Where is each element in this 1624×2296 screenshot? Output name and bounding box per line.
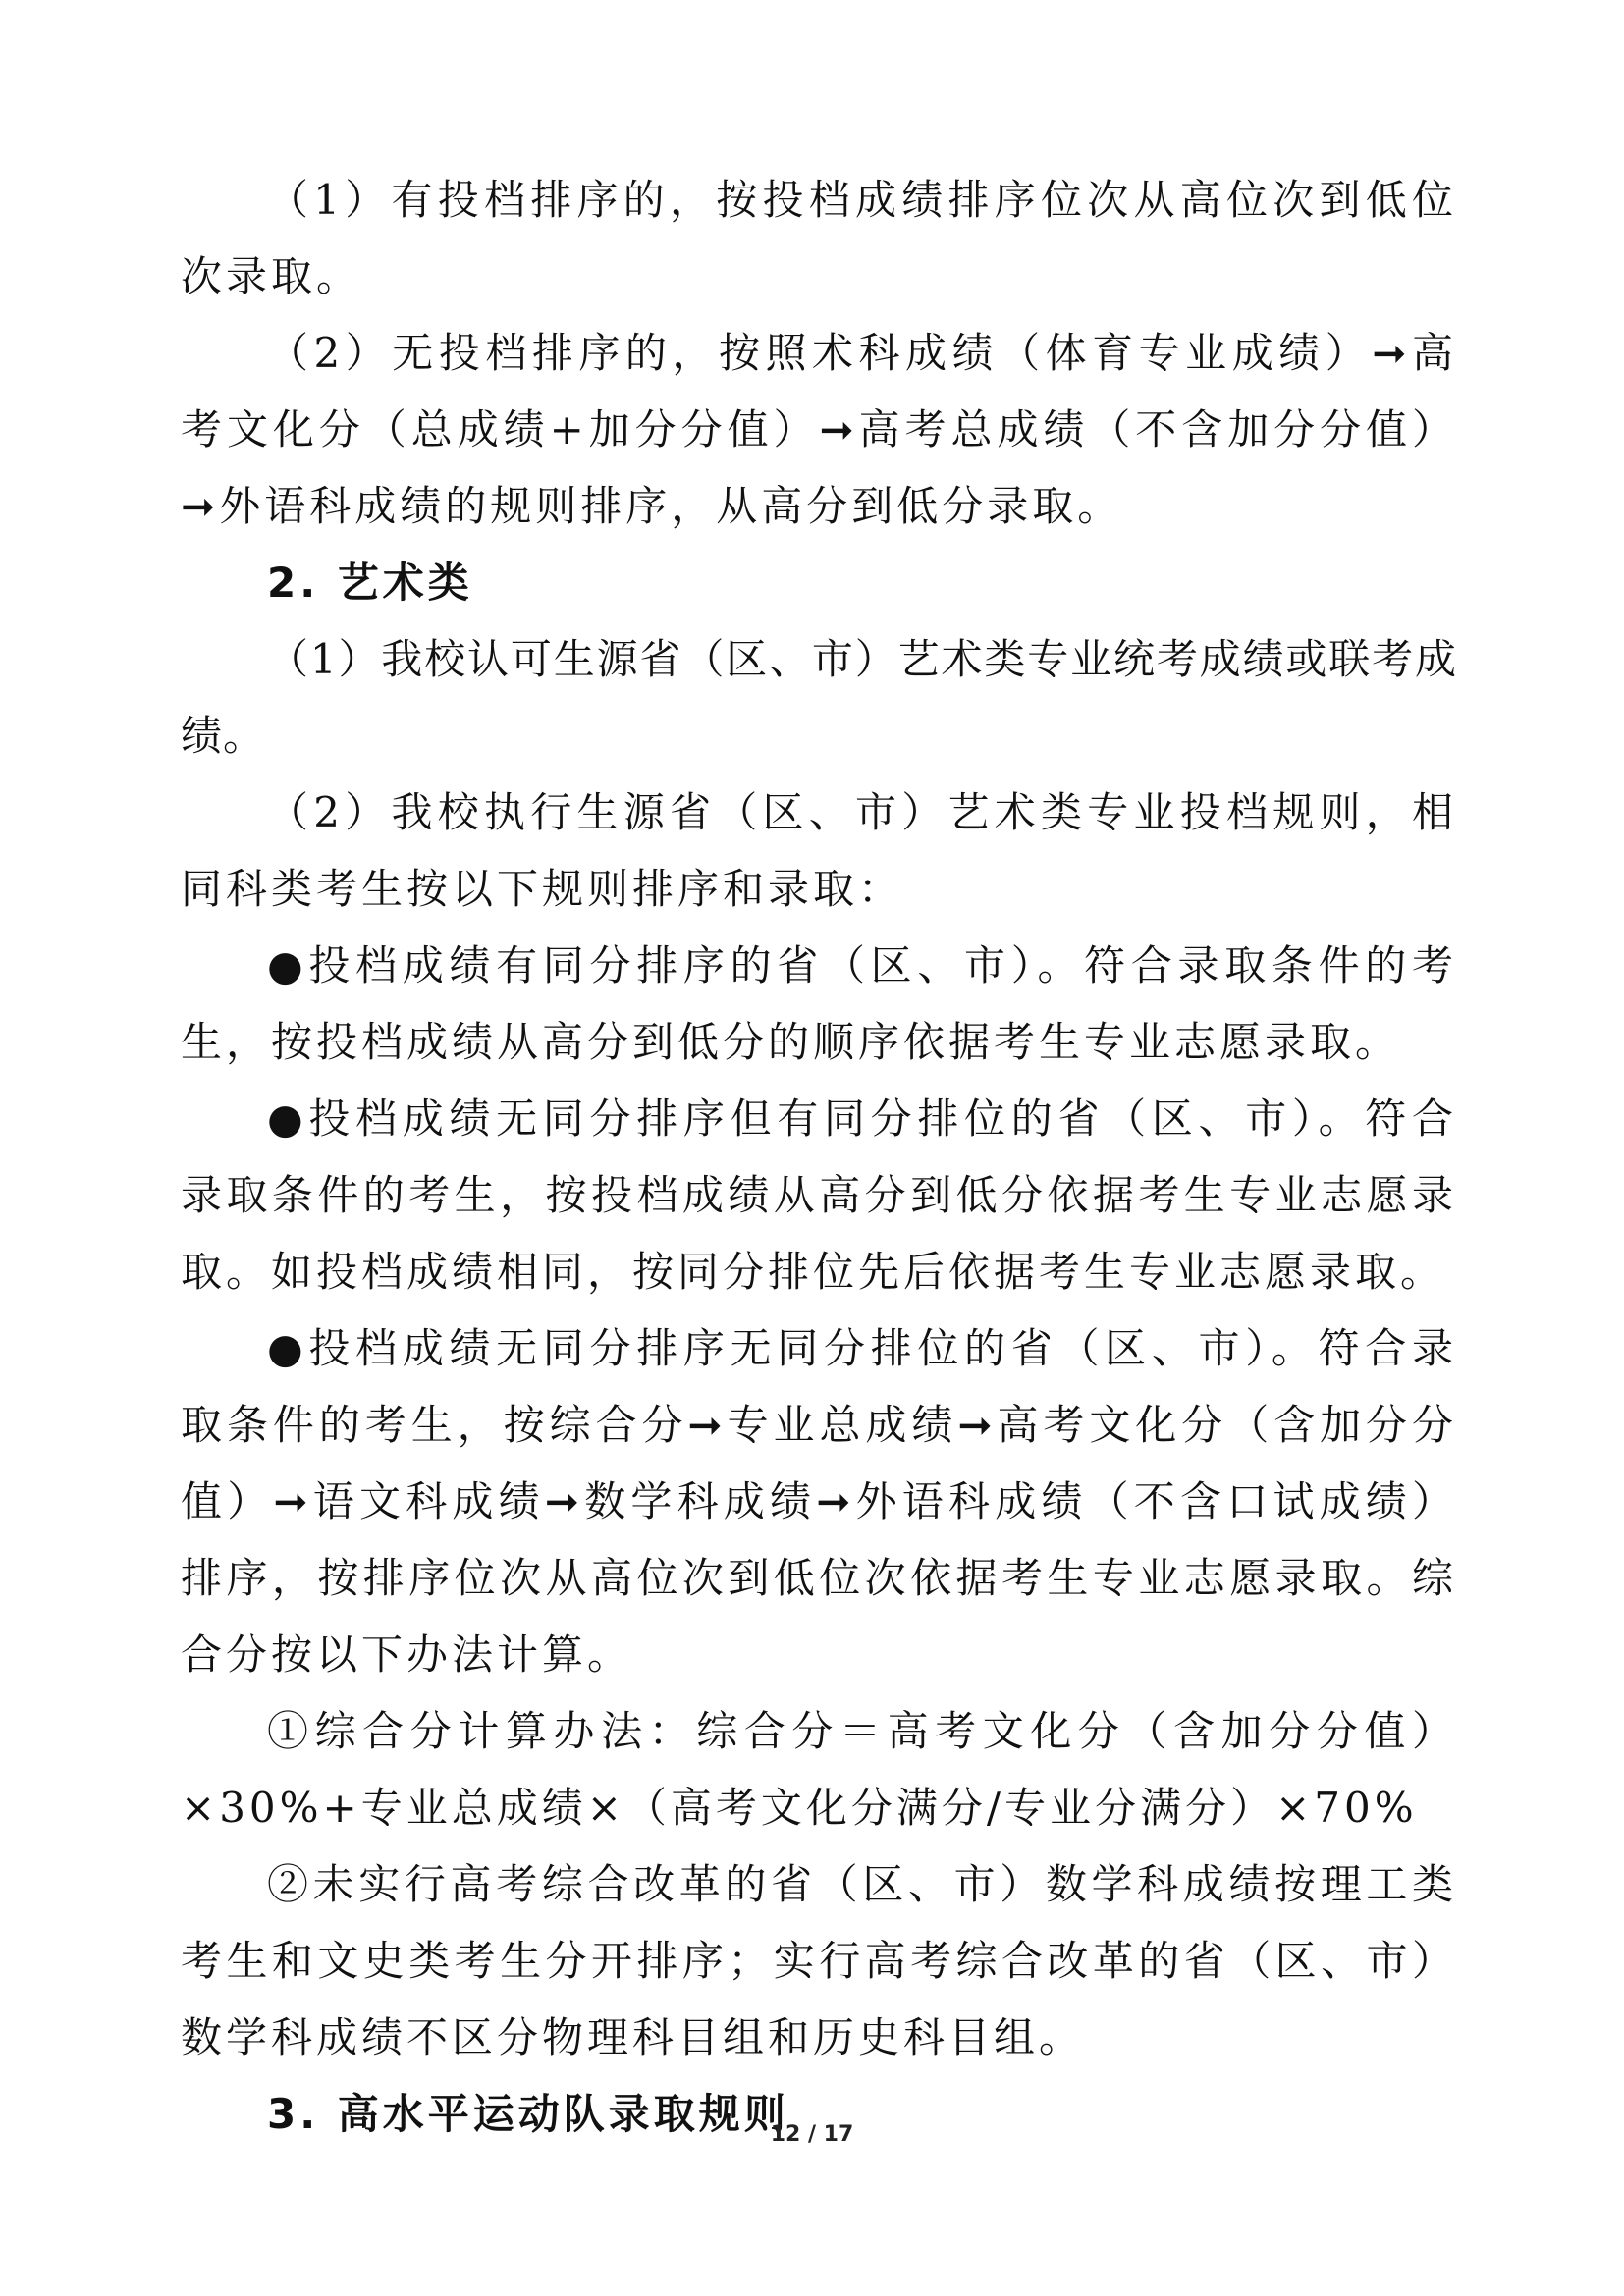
- paragraph-5: ●投档成绩有同分排序的省（区、市）。符合录取条件的考生，按投档成绩从高分到低分的顺序依据考生专业志愿录取。: [181, 941, 1457, 1066]
- paragraph-7: ●投档成绩无同分排序无同分排位的省（区、市）。符合录取条件的考生，按综合分➞专业总成绩➞高考文化分（含加分分值）➞语文科成绩➞数学科成绩➞外语科成绩（不含口试成绩）排序，按排序位次从高位次到低位次依据考生专业志愿录取。综合分按以下办法计算。: [181, 1324, 1457, 1679]
- paragraph-8: ①综合分计算办法：综合分＝高考文化分（含加分分值）×30%+专业总成绩×（高考文化分满分/专业分满分）×70%: [181, 1707, 1457, 1832]
- paragraph-1: （1）有投档排序的，按投档成绩排序位次从高位次到低位次录取。: [181, 176, 1457, 300]
- section-heading-sports-team: 3. 高水平运动队录取规则: [267, 2090, 789, 2138]
- paragraph-3: （1）我校认可生源省（区、市）艺术类专业统考成绩或联考成绩。: [181, 635, 1457, 760]
- page-number: 12 / 17: [770, 2122, 854, 2147]
- paragraph-9: ②未实行高考综合改革的省（区、市）数学科成绩按理工类考生和文史类考生分开排序；实行高考综合改革的省（区、市）数学科成绩不区分物理科目组和历史科目组。: [181, 1860, 1457, 2061]
- paragraph-4: （2）我校执行生源省（区、市）艺术类专业投档规则，相同科类考生按以下规则排序和录取：: [181, 788, 1457, 913]
- section-heading-arts: 2. 艺术类: [267, 559, 473, 607]
- document-body: [181, 162, 1457, 2153]
- paragraph-2: （2）无投档排序的，按照术科成绩（体育专业成绩）➞高考文化分（总成绩+加分分值）➞高考总成绩（不含加分分值）➞外语科成绩的规则排序，从高分到低分录取。: [181, 329, 1457, 530]
- paragraph-6: ●投档成绩无同分排序但有同分排位的省（区、市）。符合录取条件的考生，按投档成绩从高分到低分依据考生专业志愿录取。如投档成绩相同，按同分排位先后依据考生专业志愿录取。: [181, 1095, 1457, 1296]
